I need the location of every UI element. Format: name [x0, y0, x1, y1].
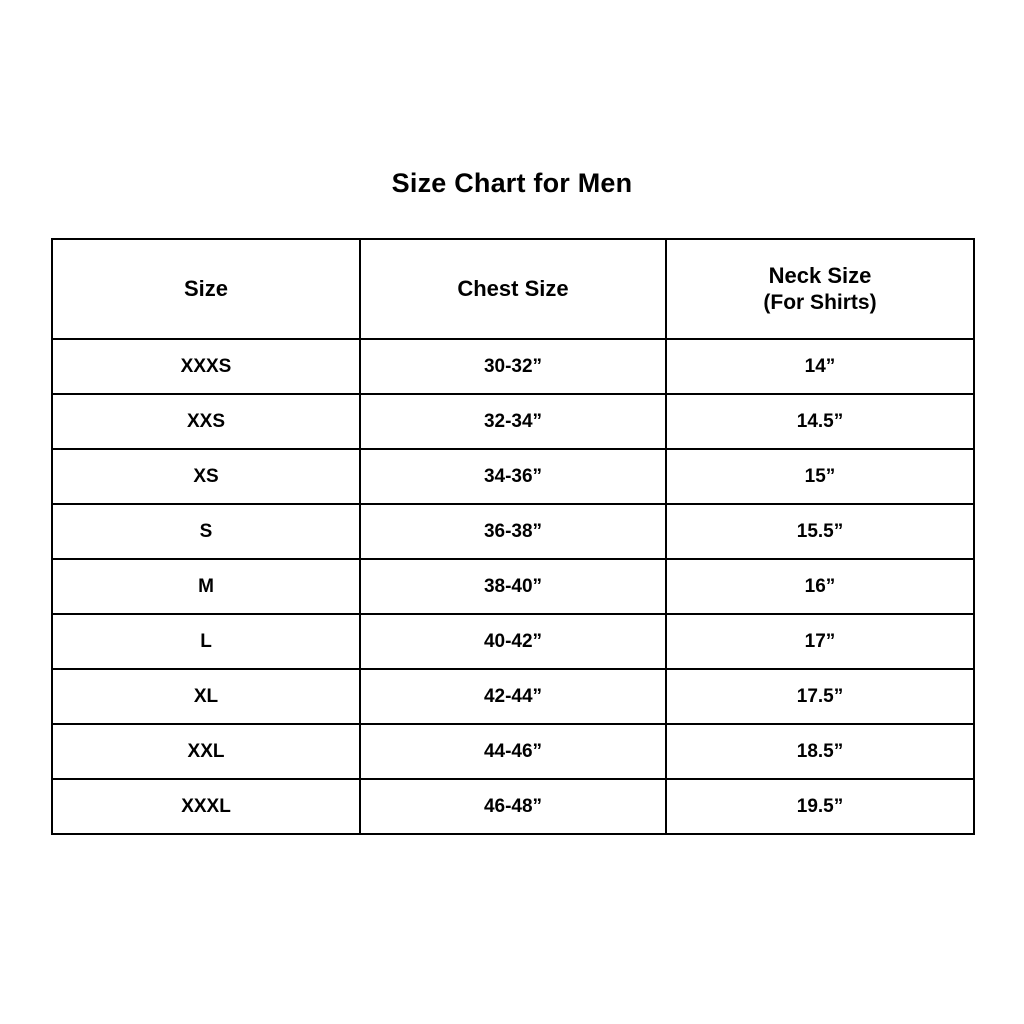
cell-size: L: [52, 614, 360, 669]
cell-neck: 15”: [666, 449, 974, 504]
column-header-neck-size-sublabel: (For Shirts): [763, 290, 877, 314]
cell-neck: 14”: [666, 339, 974, 394]
column-header-neck-size: [666, 239, 974, 339]
cell-neck: 17”: [666, 614, 974, 669]
size-chart-table-wrapper: [51, 238, 973, 835]
cell-size: XXXS: [52, 339, 360, 394]
table-header: [52, 239, 974, 339]
table-body: [52, 339, 974, 834]
table-row: [52, 504, 974, 559]
column-header-chest-size: [360, 239, 666, 339]
table-row: [52, 724, 974, 779]
table-row: [52, 614, 974, 669]
cell-neck: 19.5”: [666, 779, 974, 834]
cell-size: XXXL: [52, 779, 360, 834]
table-row: [52, 669, 974, 724]
column-header-size-label: Size: [183, 276, 229, 302]
cell-size: M: [52, 559, 360, 614]
table-header-row: [52, 239, 974, 339]
table-row: [52, 339, 974, 394]
cell-neck: 14.5”: [666, 394, 974, 449]
cell-chest: 42-44”: [360, 669, 666, 724]
cell-neck: 15.5”: [666, 504, 974, 559]
cell-chest: 44-46”: [360, 724, 666, 779]
table-row: [52, 779, 974, 834]
cell-neck: 18.5”: [666, 724, 974, 779]
size-chart-table: [51, 238, 975, 835]
page-title: Size Chart for Men: [391, 168, 633, 198]
cell-neck: 16”: [666, 559, 974, 614]
column-header-size: [52, 239, 360, 339]
cell-neck: 17.5”: [666, 669, 974, 724]
cell-size: XXS: [52, 394, 360, 449]
table-row: [52, 559, 974, 614]
cell-chest: 32-34”: [360, 394, 666, 449]
cell-size: XXL: [52, 724, 360, 779]
cell-size: S: [52, 504, 360, 559]
cell-size: XL: [52, 669, 360, 724]
cell-chest: 38-40”: [360, 559, 666, 614]
cell-chest: 34-36”: [360, 449, 666, 504]
table-row: [52, 394, 974, 449]
cell-chest: 46-48”: [360, 779, 666, 834]
table-row: [52, 449, 974, 504]
column-header-chest-size-label: Chest Size: [457, 276, 569, 302]
cell-chest: 36-38”: [360, 504, 666, 559]
cell-chest: 30-32”: [360, 339, 666, 394]
cell-size: XS: [52, 449, 360, 504]
column-header-neck-size-label: Neck Size: [768, 263, 872, 289]
cell-chest: 40-42”: [360, 614, 666, 669]
